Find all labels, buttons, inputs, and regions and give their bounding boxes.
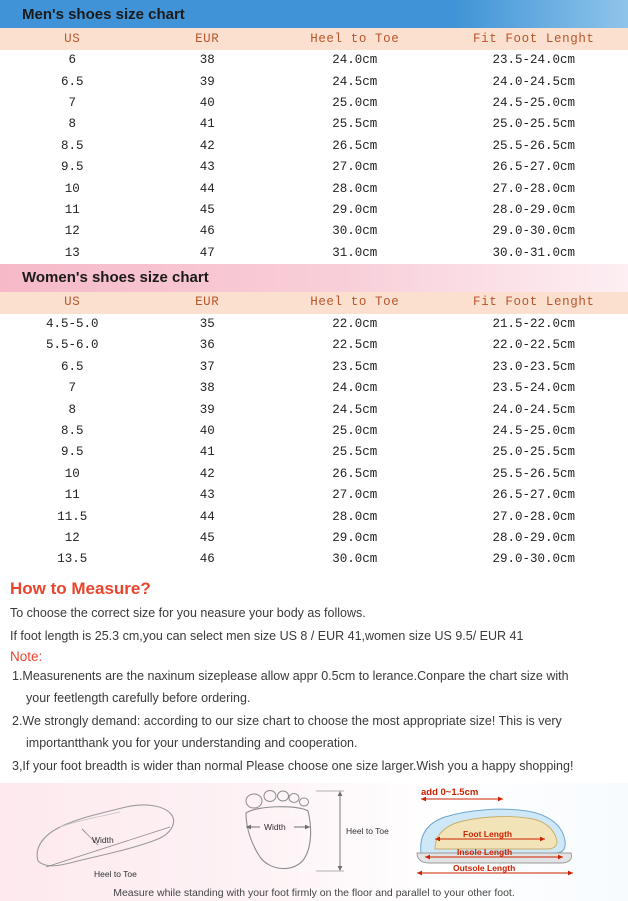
table-row bbox=[0, 506, 628, 527]
note-2-main: 2.We strongly demand: according to our size chart to choose the most appropriate size! This is very bbox=[12, 713, 562, 728]
cell-us: 9.5 bbox=[60, 445, 84, 460]
cell-eur: 45 bbox=[199, 202, 215, 217]
womens-section-header bbox=[0, 264, 628, 292]
cell-us: 12 bbox=[64, 531, 80, 545]
cell-fit: 25.0-25.5cm bbox=[492, 445, 576, 460]
mens-table-header-row bbox=[0, 28, 628, 50]
foot-outline-diagram bbox=[20, 783, 200, 883]
cell-heel: 25.5cm bbox=[332, 445, 378, 460]
cell-eur: 43 bbox=[199, 160, 215, 175]
cell-fit: 28.0-29.0cm bbox=[492, 531, 576, 545]
note-1-cont: your feetlength carefully before ordering. bbox=[26, 690, 251, 705]
how-to-measure-heading bbox=[10, 579, 618, 599]
womens-section-title: Women's shoes size chart bbox=[22, 269, 209, 287]
cell-eur: 36 bbox=[199, 338, 215, 353]
cell-eur: 42 bbox=[199, 466, 215, 481]
cell-heel: 26.5cm bbox=[332, 466, 378, 481]
table-row bbox=[0, 378, 628, 399]
table-row bbox=[0, 442, 628, 463]
heel-to-toe-label-text: Heel to Toe bbox=[346, 825, 389, 836]
table-row bbox=[0, 243, 628, 264]
how-to-measure-section bbox=[0, 571, 628, 777]
cell-eur: 44 bbox=[199, 509, 215, 524]
cell-heel: 24.5cm bbox=[332, 74, 378, 89]
cell-us: 7 bbox=[68, 95, 76, 110]
table-row bbox=[0, 71, 628, 92]
cell-eur: 40 bbox=[199, 424, 215, 439]
cell-us: 8 bbox=[68, 117, 76, 132]
cell-us: 7 bbox=[68, 381, 76, 396]
cell-heel: 26.5cm bbox=[332, 138, 378, 153]
diagram-footnote: Measure while standing with your foot firmly on the floor and parallel to your other foot. bbox=[113, 886, 515, 899]
womens-col-heel-to-toe: Heel to Toe bbox=[270, 292, 440, 314]
cell-heel: 28.0cm bbox=[332, 509, 378, 524]
cell-eur: 46 bbox=[199, 552, 215, 567]
table-row bbox=[0, 200, 628, 221]
cell-us: 11 bbox=[64, 202, 80, 217]
mens-section-title: Men's shoes size chart bbox=[22, 5, 185, 23]
shoe-cross-section-icon bbox=[405, 783, 610, 887]
table-row bbox=[0, 178, 628, 199]
cell-fit: 23.5-24.0cm bbox=[492, 53, 576, 68]
cell-us: 5.5-6.0 bbox=[45, 338, 99, 353]
table-row bbox=[0, 114, 628, 135]
list-item bbox=[10, 665, 618, 709]
cell-fit: 28.0-29.0cm bbox=[492, 202, 576, 217]
womens-col-us: US bbox=[0, 292, 144, 314]
cell-fit: 25.0-25.5cm bbox=[492, 117, 576, 132]
note-label: Note: bbox=[10, 648, 43, 664]
cell-eur: 39 bbox=[199, 74, 215, 89]
cell-heel: 27.0cm bbox=[332, 160, 378, 175]
cell-heel: 25.5cm bbox=[332, 117, 378, 132]
cell-heel: 30.0cm bbox=[332, 552, 378, 567]
cell-us: 12 bbox=[64, 224, 80, 239]
cell-eur: 37 bbox=[199, 359, 215, 374]
cell-us: 9.5 bbox=[60, 160, 84, 175]
table-row bbox=[0, 335, 628, 356]
howto-notes-list bbox=[10, 665, 618, 777]
mens-col-fit-foot-length: Fit Foot Lenght bbox=[440, 28, 628, 50]
cell-eur: 43 bbox=[199, 488, 215, 503]
width-label-text: Width bbox=[264, 821, 286, 832]
cell-heel: 30.0cm bbox=[332, 224, 378, 239]
cell-us: 4.5-5.0 bbox=[45, 317, 99, 332]
cell-fit: 22.0-22.5cm bbox=[492, 338, 576, 353]
table-row bbox=[0, 464, 628, 485]
cell-fit: 23.0-23.5cm bbox=[492, 359, 576, 374]
womens-size-table bbox=[0, 292, 628, 571]
foot-topdown-icon bbox=[220, 783, 390, 883]
mens-col-eur: EUR bbox=[144, 28, 270, 50]
table-row bbox=[0, 399, 628, 420]
table-row bbox=[0, 357, 628, 378]
cell-fit: 29.0-30.0cm bbox=[492, 552, 576, 567]
cell-us: 11.5 bbox=[57, 509, 88, 524]
foot-outline-icon bbox=[20, 783, 200, 883]
cell-heel: 22.0cm bbox=[332, 317, 378, 332]
table-row bbox=[0, 136, 628, 157]
cell-fit: 24.0-24.5cm bbox=[492, 74, 576, 89]
cell-fit: 24.0-24.5cm bbox=[492, 402, 576, 417]
cell-heel: 27.0cm bbox=[332, 488, 378, 503]
heel-to-toe-label-text: Heel to Toe bbox=[94, 868, 137, 879]
cell-eur: 38 bbox=[199, 53, 215, 68]
list-item bbox=[10, 755, 618, 777]
width-label-text: Width bbox=[92, 834, 114, 845]
howto-line-1: To choose the correct size for you neasure your body as follows. bbox=[10, 605, 366, 620]
cell-fit: 26.5-27.0cm bbox=[492, 160, 576, 175]
table-row bbox=[0, 221, 628, 242]
cell-heel: 31.0cm bbox=[332, 245, 378, 260]
cell-eur: 39 bbox=[199, 402, 215, 417]
measurement-diagrams bbox=[0, 783, 628, 901]
cell-eur: 40 bbox=[199, 95, 215, 110]
cell-fit: 26.5-27.0cm bbox=[492, 488, 576, 503]
table-row bbox=[0, 485, 628, 506]
foot-topdown-diagram bbox=[220, 783, 390, 883]
cell-fit: 27.0-28.0cm bbox=[492, 181, 576, 196]
cell-fit: 23.5-24.0cm bbox=[492, 381, 576, 396]
add-length-label-text: add 0~1.5cm bbox=[421, 786, 479, 798]
cell-heel: 24.0cm bbox=[332, 53, 378, 68]
cell-heel: 22.5cm bbox=[332, 338, 378, 353]
cell-heel: 28.0cm bbox=[332, 181, 378, 196]
cell-eur: 41 bbox=[199, 445, 215, 460]
cell-heel: 24.0cm bbox=[332, 381, 378, 396]
cell-eur: 42 bbox=[199, 138, 215, 153]
cell-fit: 30.0-31.0cm bbox=[492, 245, 576, 260]
note-1-main: 1.Measurenents are the naxinum sizeplease allow appr 0.5cm to lerance.Conpare the chart size with bbox=[12, 668, 569, 683]
mens-section-header bbox=[0, 0, 628, 28]
cell-heel: 25.0cm bbox=[332, 95, 378, 110]
cell-us: 11 bbox=[64, 488, 80, 503]
table-row bbox=[0, 549, 628, 570]
cell-fit: 29.0-30.0cm bbox=[492, 224, 576, 239]
cell-fit: 24.5-25.0cm bbox=[492, 95, 576, 110]
cell-eur: 44 bbox=[199, 181, 215, 196]
cell-us: 13 bbox=[64, 245, 80, 260]
outsole-length-label-text: Outsole Length bbox=[453, 862, 516, 873]
mens-col-heel-to-toe: Heel to Toe bbox=[270, 28, 440, 50]
cell-eur: 35 bbox=[199, 317, 215, 332]
womens-col-fit-foot-length: Fit Foot Lenght bbox=[440, 292, 628, 314]
cell-fit: 25.5-26.5cm bbox=[492, 138, 576, 153]
table-row bbox=[0, 421, 628, 442]
cell-eur: 47 bbox=[199, 245, 215, 260]
cell-heel: 25.0cm bbox=[332, 424, 378, 439]
cell-fit: 21.5-22.0cm bbox=[492, 317, 576, 332]
cell-us: 6 bbox=[68, 53, 76, 68]
table-row bbox=[0, 157, 628, 178]
table-row bbox=[0, 50, 628, 71]
womens-table-header-row bbox=[0, 292, 628, 314]
cell-heel: 24.5cm bbox=[332, 402, 378, 417]
cell-us: 13.5 bbox=[57, 552, 88, 567]
mens-size-table-wrap bbox=[0, 28, 628, 264]
cell-us: 6.5 bbox=[60, 359, 84, 374]
cell-us: 8.5 bbox=[60, 138, 84, 153]
cell-fit: 24.5-25.0cm bbox=[492, 424, 576, 439]
cell-eur: 45 bbox=[199, 531, 215, 545]
cell-us: 8 bbox=[68, 402, 76, 417]
womens-size-table-wrap bbox=[0, 292, 628, 571]
foot-length-label-text: Foot Length bbox=[463, 828, 513, 839]
howto-line-2: If foot length is 25.3 cm,you can select men size US 8 / EUR 41,women size US 9.5/ EUR 41 bbox=[10, 628, 524, 643]
womens-col-eur: EUR bbox=[144, 292, 270, 314]
cell-heel: 29.0cm bbox=[332, 202, 378, 217]
how-to-measure-heading-text: How to Measure bbox=[10, 578, 141, 598]
cell-eur: 46 bbox=[199, 224, 215, 239]
mens-size-table bbox=[0, 28, 628, 264]
cell-us: 10 bbox=[64, 181, 80, 196]
list-item bbox=[10, 710, 618, 754]
table-row bbox=[0, 314, 628, 335]
note-3-main: 3,If your foot breadth is wider than normal Please choose one size larger.Wish you a happy shopping! bbox=[12, 758, 574, 773]
table-row bbox=[0, 528, 628, 549]
cell-eur: 41 bbox=[199, 117, 215, 132]
cell-us: 8.5 bbox=[60, 424, 84, 439]
cell-fit: 27.0-28.0cm bbox=[492, 509, 576, 524]
shoe-length-diagram bbox=[405, 783, 610, 883]
mens-col-us: US bbox=[0, 28, 144, 50]
note-2-cont: importantthank you for your understanding and cooperation. bbox=[26, 735, 358, 750]
cell-heel: 23.5cm bbox=[332, 359, 378, 374]
cell-us: 10 bbox=[64, 466, 80, 481]
cell-eur: 38 bbox=[199, 381, 215, 396]
cell-us: 6.5 bbox=[60, 74, 84, 89]
insole-length-label-text: Insole Length bbox=[457, 846, 513, 857]
question-mark: ? bbox=[140, 578, 151, 598]
table-row bbox=[0, 93, 628, 114]
cell-heel: 29.0cm bbox=[332, 531, 378, 545]
cell-fit: 25.5-26.5cm bbox=[492, 466, 576, 481]
